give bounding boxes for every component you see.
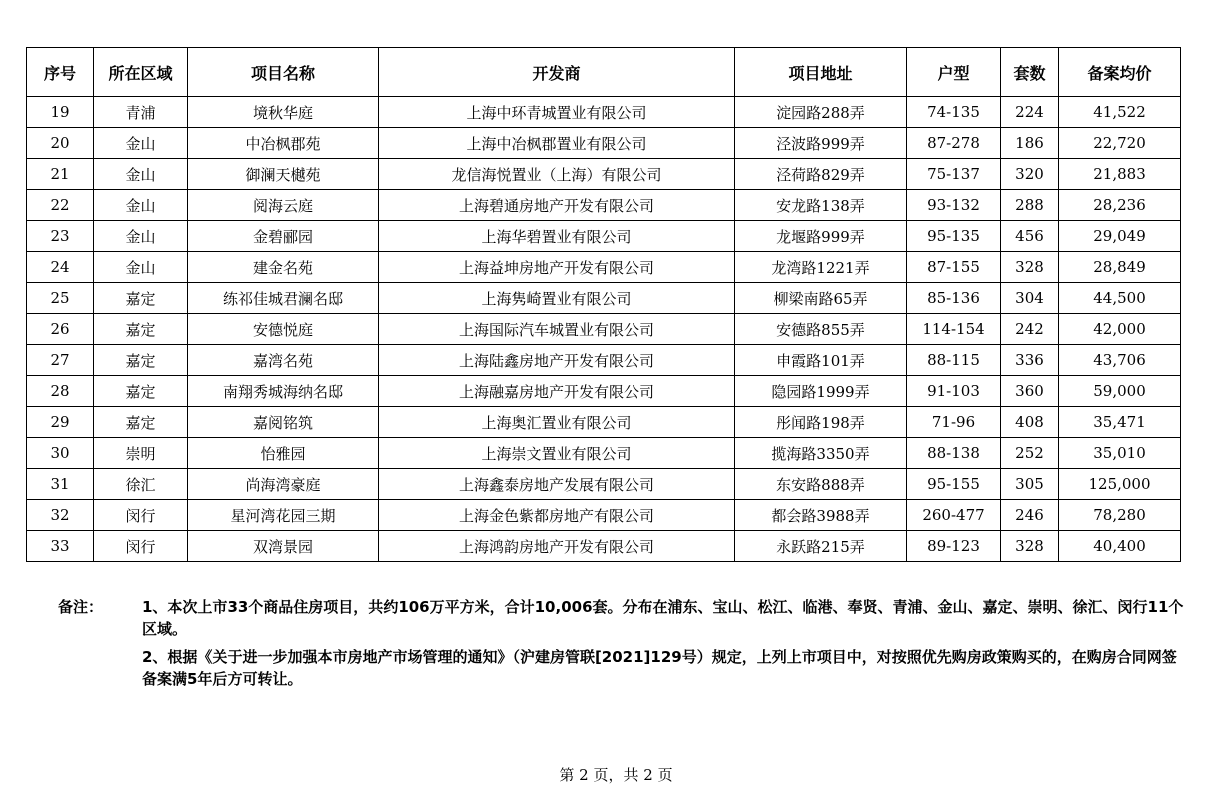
header-unit-count: 套数: [1001, 48, 1059, 97]
cell-project-name: 练祁佳城君澜名邸: [188, 283, 379, 314]
cell-unit-size: 88-115: [907, 345, 1001, 376]
table-row: [27, 128, 1181, 159]
cell-developer: 上海鑫泰房地产发展有限公司: [379, 469, 735, 500]
cell-serial: 30: [27, 438, 94, 469]
cell-unit-size: 260-477: [907, 500, 1001, 531]
cell-district: 金山: [94, 190, 188, 221]
cell-unit-count: 224: [1001, 97, 1059, 128]
cell-project-name: 金碧郦园: [188, 221, 379, 252]
note-text: 1、本次上市33个商品住房项目，共约106万平方米，合计10,006套。分布在浦东、宝山、松江、临港、奉贤、青浦、金山、嘉定、崇明、徐汇、闵行11个区域。: [142, 598, 1184, 638]
cell-project-name: 境秋华庭: [188, 97, 379, 128]
cell-address: 申霞路101弄: [735, 345, 907, 376]
cell-unit-count: 328: [1001, 531, 1059, 562]
cell-district: 嘉定: [94, 407, 188, 438]
table-row: [27, 345, 1181, 376]
cell-address: 揽海路3350弄: [735, 438, 907, 469]
cell-unit-size: 91-103: [907, 376, 1001, 407]
table-header-row: [27, 48, 1181, 97]
cell-project-name: 安德悦庭: [188, 314, 379, 345]
header-district: 所在区域: [94, 48, 188, 97]
cell-average-price: 29,049: [1059, 221, 1181, 252]
cell-address: 安龙路138弄: [735, 190, 907, 221]
cell-average-price: 40,400: [1059, 531, 1181, 562]
cell-unit-count: 252: [1001, 438, 1059, 469]
cell-average-price: 41,522: [1059, 97, 1181, 128]
cell-project-name: 嘉湾名苑: [188, 345, 379, 376]
table-row: [27, 469, 1181, 500]
cell-unit-count: 360: [1001, 376, 1059, 407]
cell-average-price: 78,280: [1059, 500, 1181, 531]
table-row: [27, 500, 1181, 531]
cell-serial: 26: [27, 314, 94, 345]
cell-unit-size: 89-123: [907, 531, 1001, 562]
note-item: [58, 596, 1188, 640]
header-serial: 序号: [27, 48, 94, 97]
cell-unit-count: 320: [1001, 159, 1059, 190]
cell-project-name: 建金名苑: [188, 252, 379, 283]
cell-average-price: 44,500: [1059, 283, 1181, 314]
cell-unit-count: 336: [1001, 345, 1059, 376]
cell-unit-count: 304: [1001, 283, 1059, 314]
cell-developer: 上海奥汇置业有限公司: [379, 407, 735, 438]
cell-unit-size: 95-135: [907, 221, 1001, 252]
cell-address: 永跃路215弄: [735, 531, 907, 562]
cell-serial: 20: [27, 128, 94, 159]
cell-unit-count: 305: [1001, 469, 1059, 500]
cell-serial: 22: [27, 190, 94, 221]
cell-address: 隐园路1999弄: [735, 376, 907, 407]
cell-developer: 上海崇文置业有限公司: [379, 438, 735, 469]
notes-section: [58, 596, 1188, 696]
table-row: [27, 252, 1181, 283]
cell-serial: 24: [27, 252, 94, 283]
cell-average-price: 28,849: [1059, 252, 1181, 283]
cell-unit-count: 456: [1001, 221, 1059, 252]
cell-district: 青浦: [94, 97, 188, 128]
cell-district: 嘉定: [94, 283, 188, 314]
cell-project-name: 阅海云庭: [188, 190, 379, 221]
cell-project-name: 嘉阅铭筑: [188, 407, 379, 438]
cell-unit-size: 87-155: [907, 252, 1001, 283]
cell-address: 东安路888弄: [735, 469, 907, 500]
cell-address: 龙湾路1221弄: [735, 252, 907, 283]
cell-serial: 32: [27, 500, 94, 531]
cell-address: 泾波路999弄: [735, 128, 907, 159]
cell-developer: 龙信海悦置业（上海）有限公司: [379, 159, 735, 190]
cell-serial: 27: [27, 345, 94, 376]
cell-average-price: 42,000: [1059, 314, 1181, 345]
cell-project-name: 御澜天樾苑: [188, 159, 379, 190]
cell-project-name: 星河湾花园三期: [188, 500, 379, 531]
cell-address: 安德路855弄: [735, 314, 907, 345]
cell-serial: 31: [27, 469, 94, 500]
cell-district: 金山: [94, 221, 188, 252]
cell-developer: 上海中环青城置业有限公司: [379, 97, 735, 128]
cell-unit-count: 328: [1001, 252, 1059, 283]
cell-address: 淀园路288弄: [735, 97, 907, 128]
header-project-name: 项目名称: [188, 48, 379, 97]
cell-developer: 上海华碧置业有限公司: [379, 221, 735, 252]
header-average-price: 备案均价: [1059, 48, 1181, 97]
cell-district: 嘉定: [94, 376, 188, 407]
page-footer: 第 2 页，共 2 页: [559, 766, 673, 784]
cell-developer: 上海中冶枫郡置业有限公司: [379, 128, 735, 159]
cell-project-name: 尚海湾豪庭: [188, 469, 379, 500]
cell-unit-size: 87-278: [907, 128, 1001, 159]
cell-unit-count: 288: [1001, 190, 1059, 221]
table-row: [27, 190, 1181, 221]
cell-serial: 33: [27, 531, 94, 562]
cell-unit-size: 88-138: [907, 438, 1001, 469]
cell-district: 徐汇: [94, 469, 188, 500]
cell-serial: 28: [27, 376, 94, 407]
cell-unit-count: 186: [1001, 128, 1059, 159]
cell-project-name: 南翔秀城海纳名邸: [188, 376, 379, 407]
cell-average-price: 43,706: [1059, 345, 1181, 376]
table-row: [27, 438, 1181, 469]
header-unit-size: 户型: [907, 48, 1001, 97]
cell-average-price: 28,236: [1059, 190, 1181, 221]
cell-average-price: 35,471: [1059, 407, 1181, 438]
table-row: [27, 531, 1181, 562]
header-developer: 开发商: [379, 48, 735, 97]
cell-unit-count: 242: [1001, 314, 1059, 345]
cell-address: 柳梁南路65弄: [735, 283, 907, 314]
cell-district: 闵行: [94, 531, 188, 562]
cell-average-price: 22,720: [1059, 128, 1181, 159]
cell-developer: 上海金色紫都房地产有限公司: [379, 500, 735, 531]
cell-average-price: 21,883: [1059, 159, 1181, 190]
cell-unit-size: 114-154: [907, 314, 1001, 345]
cell-project-name: 怡雅园: [188, 438, 379, 469]
table-row: [27, 283, 1181, 314]
cell-developer: 上海隽崎置业有限公司: [379, 283, 735, 314]
cell-developer: 上海鸿韵房地产开发有限公司: [379, 531, 735, 562]
table-row: [27, 97, 1181, 128]
cell-developer: 上海碧通房地产开发有限公司: [379, 190, 735, 221]
cell-project-name: 双湾景园: [188, 531, 379, 562]
table-row: [27, 376, 1181, 407]
cell-address: 都会路3988弄: [735, 500, 907, 531]
cell-unit-size: 95-155: [907, 469, 1001, 500]
cell-serial: 21: [27, 159, 94, 190]
note-item: [58, 646, 1188, 690]
table-row: [27, 314, 1181, 345]
note-text: 2、根据《关于进一步加强本市房地产市场管理的通知》（沪建房管联[2021]129号）规定，上列上市项目中，对按照优先购房政策购买的，在购房合同网签备案满5年后方可转让。: [142, 648, 1177, 688]
cell-unit-size: 93-132: [907, 190, 1001, 221]
cell-average-price: 59,000: [1059, 376, 1181, 407]
cell-district: 嘉定: [94, 314, 188, 345]
table-row: [27, 221, 1181, 252]
cell-project-name: 中冶枫郡苑: [188, 128, 379, 159]
cell-serial: 29: [27, 407, 94, 438]
cell-serial: 25: [27, 283, 94, 314]
cell-district: 嘉定: [94, 345, 188, 376]
notes-lead-label: 备注：: [58, 598, 104, 616]
cell-address: 彤闻路198弄: [735, 407, 907, 438]
cell-serial: 19: [27, 97, 94, 128]
cell-district: 金山: [94, 252, 188, 283]
cell-unit-size: 71-96: [907, 407, 1001, 438]
cell-unit-size: 85-136: [907, 283, 1001, 314]
housing-listing-table: [26, 47, 1181, 562]
cell-unit-count: 246: [1001, 500, 1059, 531]
cell-unit-size: 74-135: [907, 97, 1001, 128]
cell-developer: 上海陆鑫房地产开发有限公司: [379, 345, 735, 376]
cell-unit-count: 408: [1001, 407, 1059, 438]
cell-district: 金山: [94, 128, 188, 159]
cell-average-price: 35,010: [1059, 438, 1181, 469]
cell-address: 泾荷路829弄: [735, 159, 907, 190]
table-row: [27, 159, 1181, 190]
table-row: [27, 407, 1181, 438]
table-body: [27, 97, 1181, 562]
cell-developer: 上海国际汽车城置业有限公司: [379, 314, 735, 345]
cell-district: 闵行: [94, 500, 188, 531]
cell-serial: 23: [27, 221, 94, 252]
cell-address: 龙堰路999弄: [735, 221, 907, 252]
cell-average-price: 125,000: [1059, 469, 1181, 500]
cell-district: 金山: [94, 159, 188, 190]
header-address: 项目地址: [735, 48, 907, 97]
cell-developer: 上海益坤房地产开发有限公司: [379, 252, 735, 283]
cell-unit-size: 75-137: [907, 159, 1001, 190]
cell-district: 崇明: [94, 438, 188, 469]
cell-developer: 上海融嘉房地产开发有限公司: [379, 376, 735, 407]
